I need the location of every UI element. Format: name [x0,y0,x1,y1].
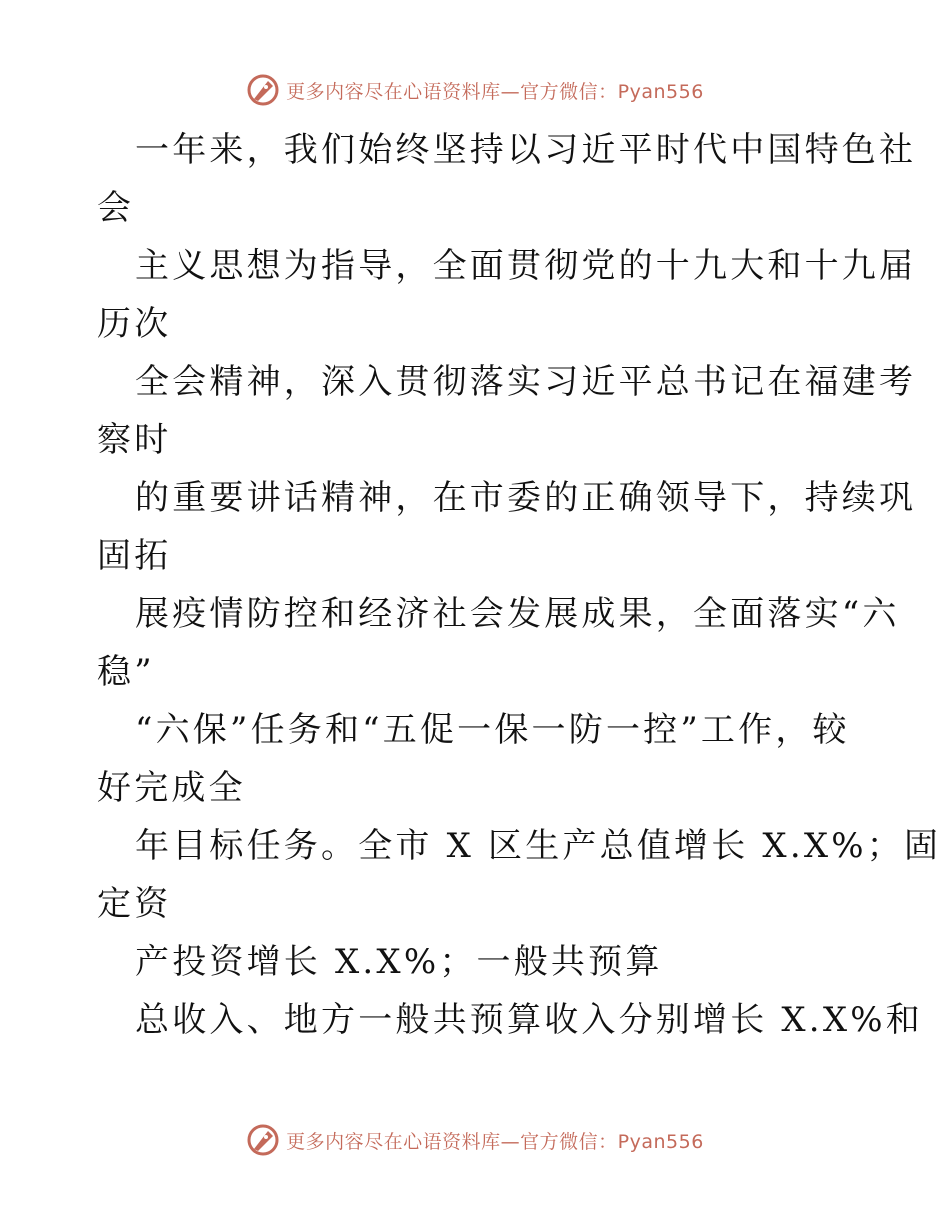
text-line: 产投资增长 X.X%；一般共预算 [135,942,663,982]
text-line: 的重要讲话精神，在市委的正确领导下，持续巩 [135,478,917,518]
text-line: 察时 [97,420,172,460]
text-line: 展疫情防控和经济社会发展成果，全面落实“六 [135,594,900,634]
text-line: 主义思想为指导，全面贯彻党的十九大和十九届 [135,246,917,286]
text-line: “六保”任务和“五促一保一防一控”工作，较 [135,710,850,750]
header-watermark-text: 更多内容尽在心语资料库—官方微信：Pyan556 [286,80,704,103]
text-line: 年目标任务。全市 X 区生产总值增长 X.X%；固 [135,826,942,866]
pen-nib-logo-icon [246,73,280,107]
text-line: 全会精神，深入贯彻落实习近平总书记在福建考 [135,362,917,402]
text-line: 好完成全 [97,768,246,808]
text-line: 会 [97,188,135,228]
text-line: 一年来，我们始终坚持以习近平时代中国特色社 [135,130,917,170]
text-line: 总收入、地方一般共预算收入分别增长 X.X%和 [135,1000,923,1040]
text-line: 固拓 [97,536,172,576]
footer-watermark-text: 更多内容尽在心语资料库—官方微信：Pyan556 [286,1130,704,1153]
text-line: 定资 [97,884,172,924]
header-watermark-banner [0,70,950,110]
text-line: 稳” [97,652,155,692]
pen-nib-logo-icon [246,1123,280,1157]
footer-watermark-banner [0,1120,950,1160]
document-body [97,121,942,1049]
text-line: 历次 [97,304,172,344]
